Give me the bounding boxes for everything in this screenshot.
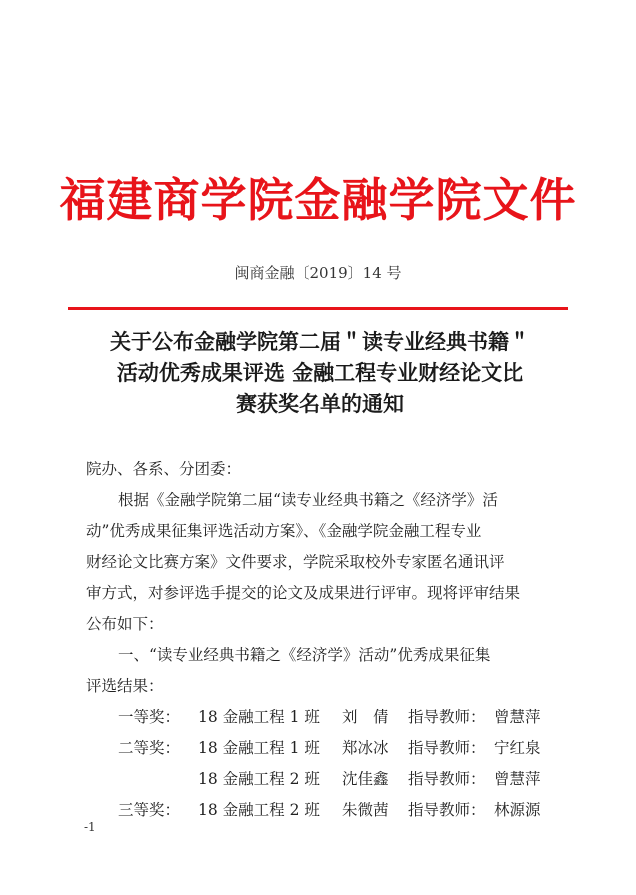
award-level: 二等奖： [118, 739, 181, 757]
award-tutor: 林源源 [494, 801, 541, 819]
award-level: 三等奖： [118, 801, 181, 819]
award-student: 沈佳鑫 [342, 770, 389, 788]
award-level: 一等奖： [118, 708, 181, 726]
section-heading-line: 一、“读专业经典书籍之《经济学》活动”优秀成果征集 [118, 646, 491, 664]
award-class: 18 金融工程 1 班 [198, 708, 320, 726]
paragraph-line: 审方式，对参评选手提交的论文及成果进行评审。现将评审结果 [86, 584, 521, 602]
award-row [86, 764, 556, 795]
paragraph-line: 动”优秀成果征集评选活动方案》、《金融学院金融工程专业 [86, 522, 482, 540]
award-class: 18 金融工程 2 班 [198, 801, 320, 819]
award-tutor: 宁红泉 [494, 739, 541, 757]
notice-title [70, 327, 570, 420]
award-class: 18 金融工程 1 班 [198, 739, 320, 757]
salutation: 院办、各系、分团委： [86, 460, 242, 478]
notice-body [86, 454, 556, 826]
page-number: -1 [84, 820, 96, 834]
award-tutor-label: 指导教师： [408, 770, 486, 788]
paragraph-line: 财经论文比赛方案》文件要求，学院采取校外专家匿名通讯评 [86, 553, 505, 571]
award-tutor-label: 指导教师： [408, 708, 486, 726]
document-number: 闽商金融〔2019〕14 号 [234, 264, 402, 282]
award-student: 朱微茜 [342, 801, 389, 819]
award-row [86, 795, 556, 826]
award-student: 郑冰冰 [342, 739, 389, 757]
paragraph-line: 根据《金融学院第二届“读专业经典书籍之《经济学》活 [118, 491, 498, 509]
award-row [86, 733, 556, 764]
award-tutor: 曾慧萍 [494, 770, 541, 788]
award-student: 刘 倩 [342, 708, 389, 726]
masthead-title: 福建商学院金融学院文件 [59, 173, 577, 227]
title-line: 活动优秀成果评选 金融工程专业财经论文比 [116, 361, 524, 385]
award-tutor-label: 指导教师： [408, 739, 486, 757]
award-tutor-label: 指导教师： [408, 801, 486, 819]
paragraph-line: 公布如下： [86, 615, 164, 633]
award-class: 18 金融工程 2 班 [198, 770, 320, 788]
section-heading-line: 评选结果： [86, 677, 164, 695]
award-tutor: 曾慧萍 [494, 708, 541, 726]
title-line: 关于公布金融学院第二届＂读专业经典书籍＂ [110, 330, 530, 354]
title-line: 赛获奖名单的通知 [236, 392, 404, 416]
award-row [86, 702, 556, 733]
red-divider-line [68, 307, 568, 310]
